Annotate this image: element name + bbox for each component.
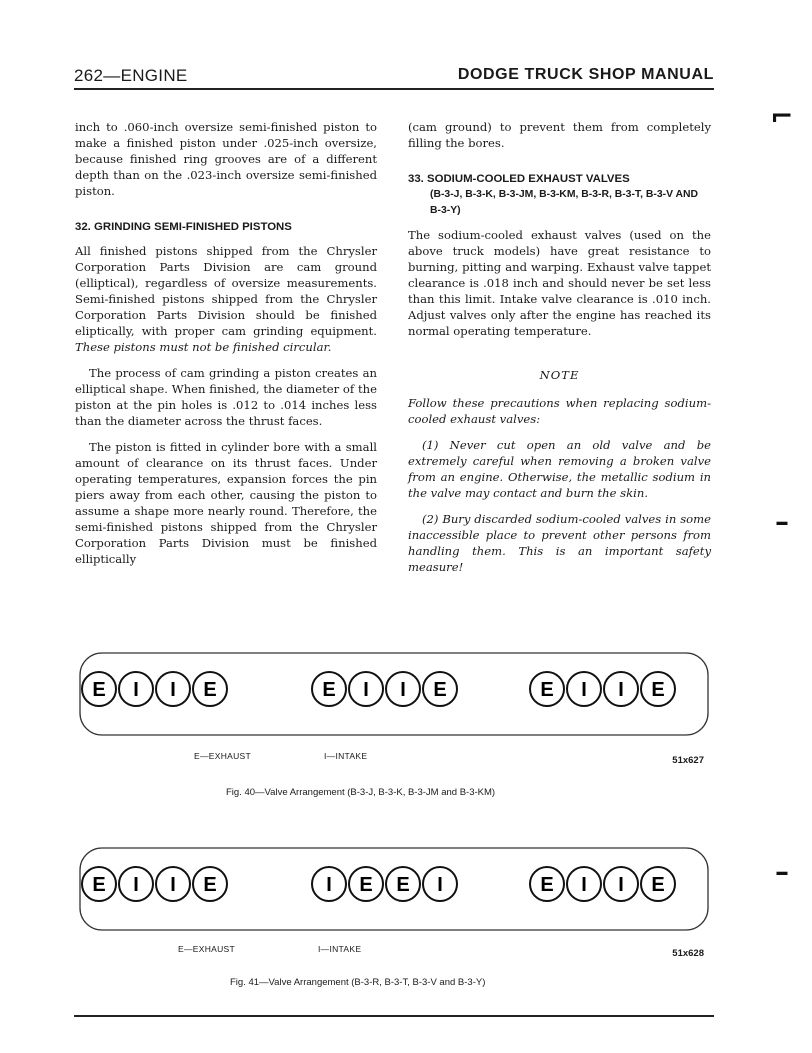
figure-41 [74, 840, 714, 1000]
legend-exhaust: E—EXHAUST [194, 751, 252, 761]
figure-number: 51x627 [672, 755, 704, 766]
valve-diagram [74, 840, 714, 940]
note-item-2: (2) Bury discarded sodium-cooled valves in some inaccessible place to prevent other persons from handling them. This is an important safety measure! [408, 512, 711, 574]
valve-label: E [396, 874, 410, 896]
valve-label: E [322, 679, 336, 701]
paragraph: The piston is fitted in cylinder bore with a small amount of clearance on its thrust faces. Under operating temperatures, expansion forces the pin piers away from each other, causing the piston to assume a shape more nearly round. Therefore, the semi-finished pistons shipped from the Chrysler Corporation Parts Division must be finished elliptically [75, 440, 377, 566]
bottom-rule [74, 1015, 714, 1017]
legend-intake: I—INTAKE [318, 944, 362, 954]
valve-label: I [581, 679, 587, 701]
paragraph: (cam ground) to prevent them from completely filling the bores. [408, 120, 711, 150]
note-item-1: (1) Never cut open an old valve and be extremely careful when removing a broken valve from an engine. Otherwise, the metallic sodium in the valve may contact and burn the skin. [408, 438, 711, 500]
emphasis-text: These pistons must not be finished circular. [75, 340, 332, 354]
page-header [74, 64, 714, 90]
valve-diagram [74, 645, 714, 745]
valve-label: I [133, 874, 139, 896]
valve-label: I [581, 874, 587, 896]
paragraph [75, 243, 377, 355]
legend-exhaust: E—EXHAUST [178, 944, 236, 954]
valve-label: E [92, 874, 106, 896]
valve-label: I [618, 679, 624, 701]
margin-mark: – [775, 505, 789, 538]
section-heading-33 [408, 171, 711, 219]
right-column [408, 119, 711, 585]
figure-caption: Fig. 40—Valve Arrangement (B-3-J, B-3-K, B-3-JM and B-3-KM) [226, 787, 496, 798]
paragraph-text: All finished pistons shipped from the Chrysler Corporation Parts Division are cam ground (elliptical), regardless of oversize measurements. Semi-finished pistons shipped from the Chrysler Corporation Parts Division should be finished eliptically, with proper cam grinding equipment. [75, 244, 377, 338]
figure-caption: Fig. 41—Valve Arrangement (B-3-R, B-3-T, B-3-V and B-3-Y) [230, 977, 486, 988]
paragraph: The sodium-cooled exhaust valves (used on the above truck models) have great resistance to burning, pitting and warping. Exhaust valve tappet clearance is .018 inch and should never be set less than this limit. Intake valve clearance is .010 inch. Adjust valves only after the engine has reached its normal operating temperature. [408, 228, 711, 338]
valve-label: I [400, 679, 406, 701]
valve-label: I [133, 679, 139, 701]
valve-label: E [651, 874, 665, 896]
section-heading-32: 32. GRINDING SEMI-FINISHED PISTONS [75, 221, 292, 233]
legend-intake: I—INTAKE [324, 751, 368, 761]
manual-title: DODGE TRUCK SHOP MANUAL [457, 66, 714, 83]
valve-label: E [651, 679, 665, 701]
valve-label: E [203, 874, 217, 896]
left-column [75, 119, 377, 577]
margin-mark: – [775, 855, 789, 888]
page-number-section: 262—ENGINE [74, 66, 188, 85]
heading-models: (B-3-J, B-3-K, B-3-JM, B-3-KM, B-3-R, B-3-T, B-3-V AND B-3-Y) [430, 189, 699, 216]
heading-title: 33. SODIUM-COOLED EXHAUST VALVES [408, 173, 630, 185]
valve-label: I [170, 679, 176, 701]
valve-label: E [540, 874, 554, 896]
valve-label: I [363, 679, 369, 701]
figure-number: 51x628 [672, 948, 704, 959]
valve-label: E [203, 679, 217, 701]
valve-label: E [540, 679, 554, 701]
margin-mark: ⌐ [770, 100, 794, 133]
valve-label: I [326, 874, 332, 896]
figure-40 [74, 645, 714, 798]
note-title: NOTE [539, 368, 580, 382]
valve-label: E [92, 679, 106, 701]
valve-label: E [433, 679, 447, 701]
valve-label: I [170, 874, 176, 896]
paragraph: inch to .060-inch oversize semi-finished piston to make a finished piston under .025-inch oversize, because finished ring grooves are of a different depth than on the .023-inch oversize semi-finished piston. [75, 120, 377, 198]
valve-label: E [359, 874, 373, 896]
note-intro: Follow these precautions when replacing sodium-cooled exhaust valves: [408, 396, 711, 426]
valve-label: I [618, 874, 624, 896]
valve-label: I [437, 874, 443, 896]
paragraph: The process of cam grinding a piston creates an elliptical shape. When finished, the diameter of the piston at the pin holes is .012 to .014 inches less than the diameter across the thrust faces. [75, 366, 377, 428]
